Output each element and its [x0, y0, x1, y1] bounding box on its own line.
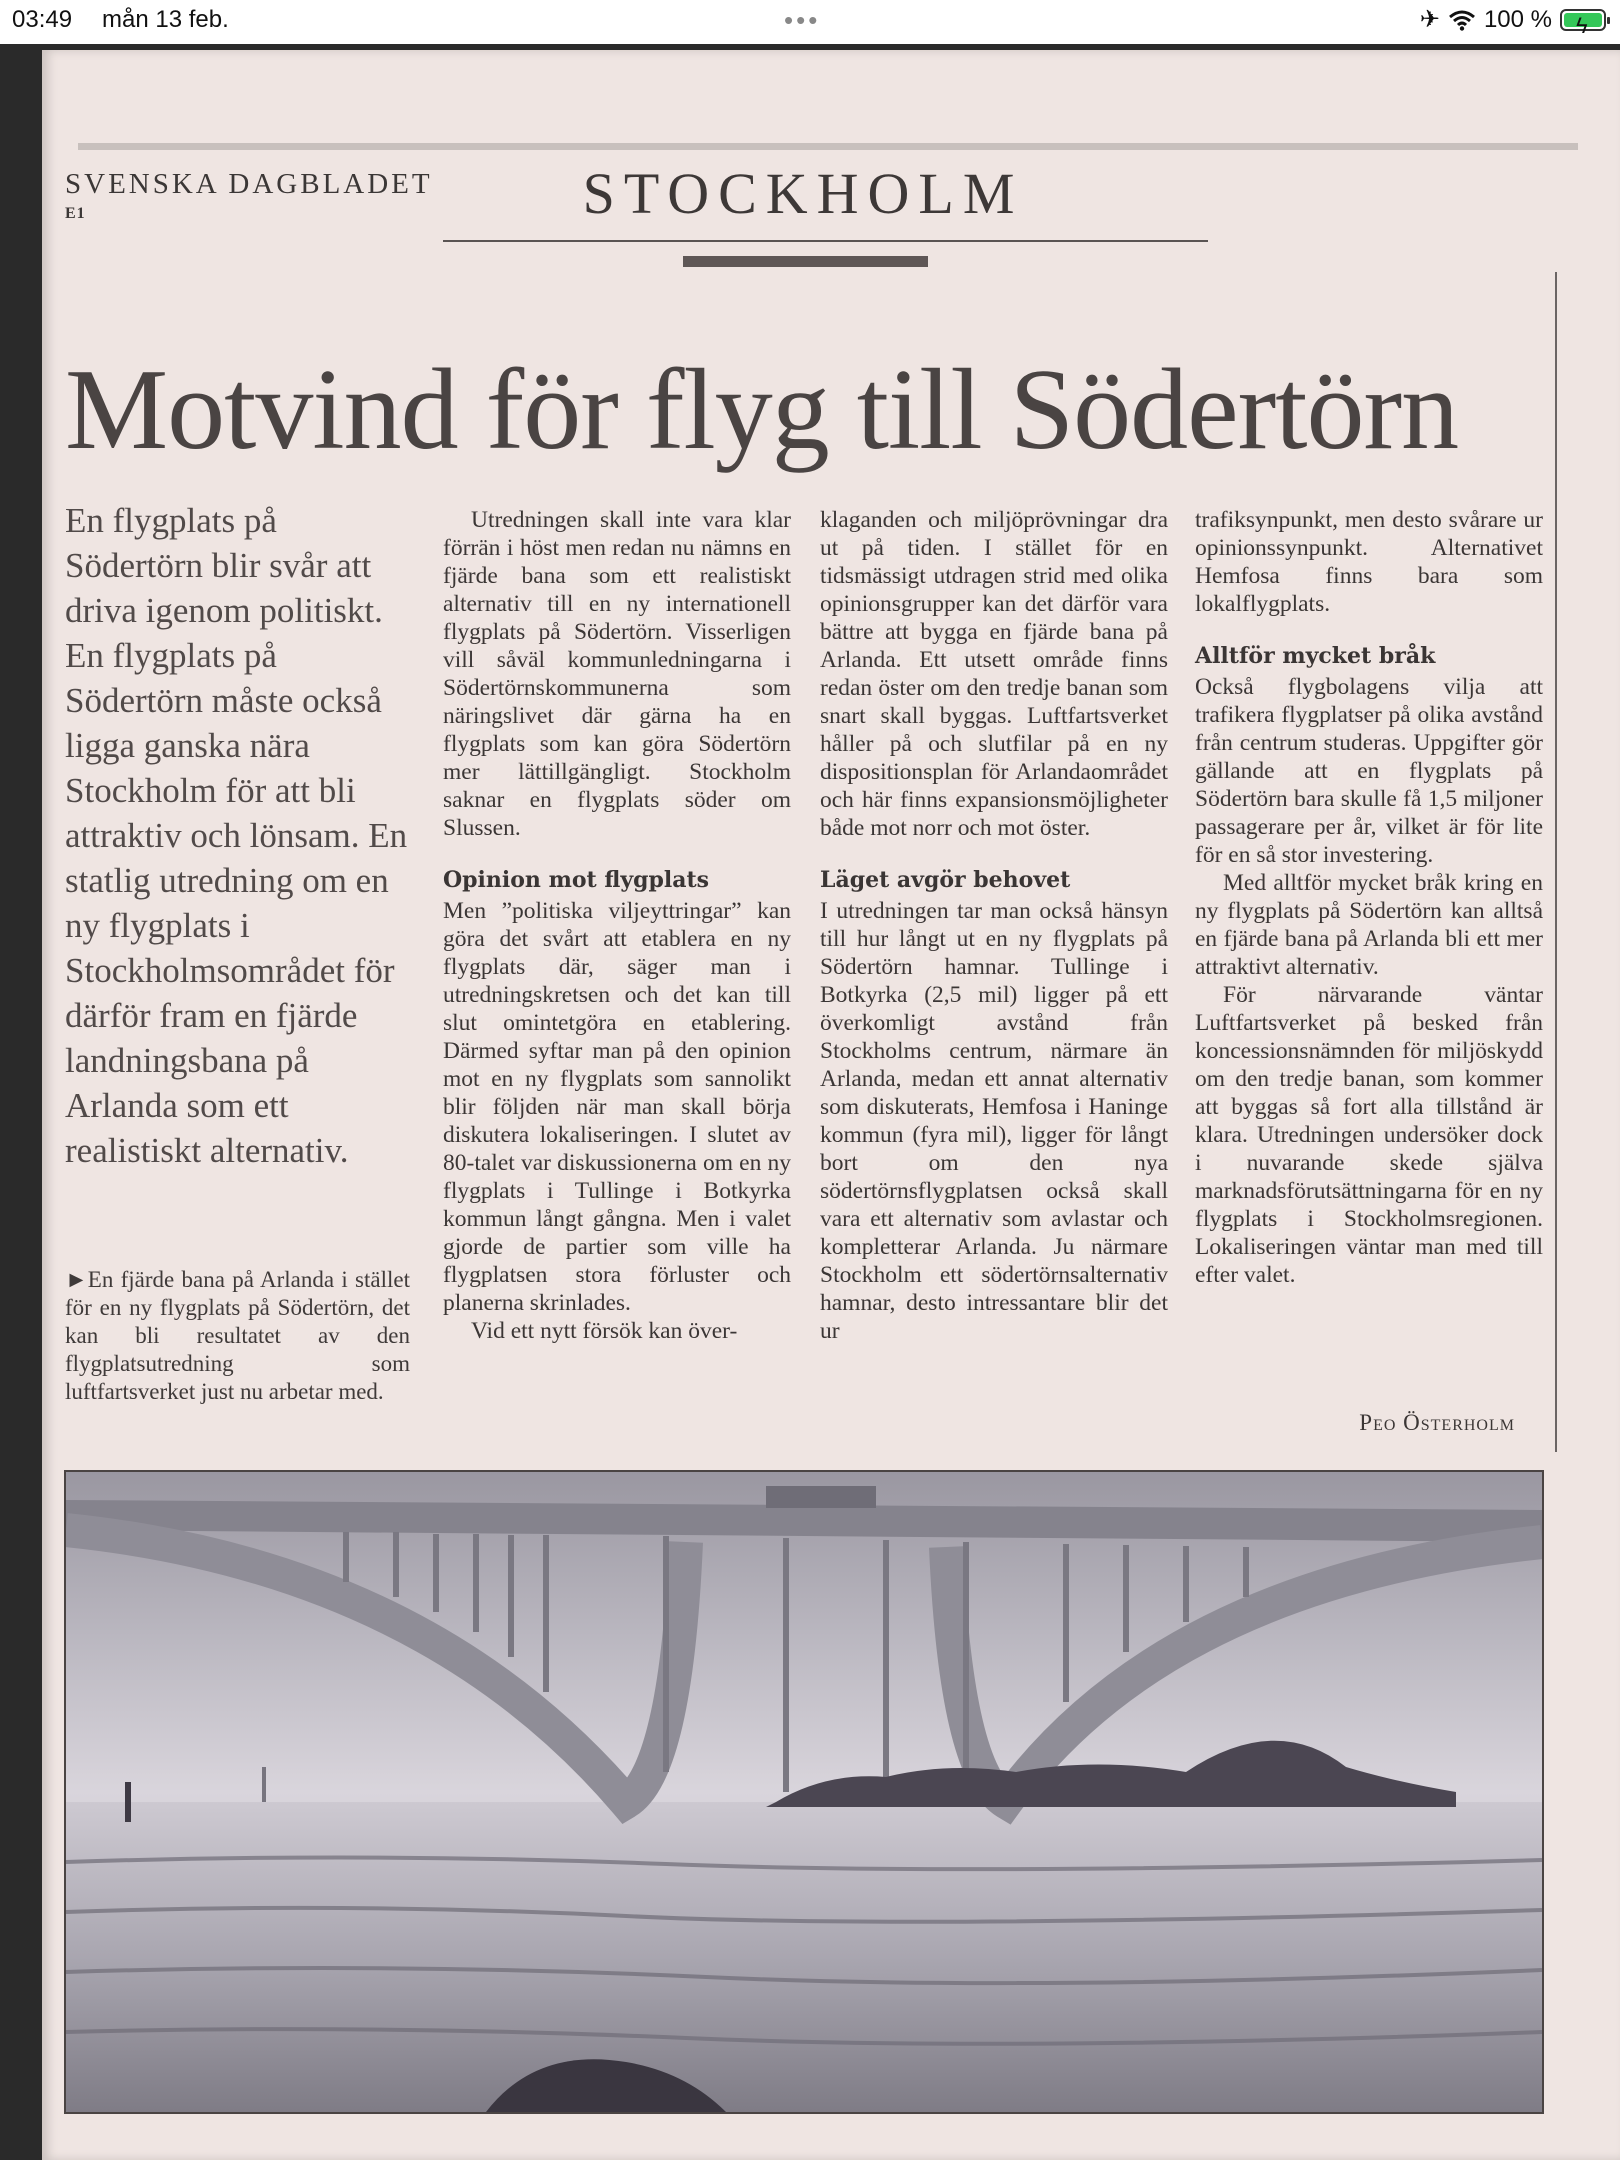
newspaper-name: SVENSKA DAGBLADET [65, 168, 433, 200]
section-rule [443, 240, 1208, 242]
top-rule [78, 143, 1578, 150]
paragraph: Men ”politiska viljeyttringar” kan göra det svårt att etablera en ny flygplats där, säger man i utredningskretsen och det kan till slut omintetgöra en etablering. Därmed syftar man på den opinion mot en ny flygplats som sannolikt blir följden när man skall börja diskutera lokaliseringen. I slutet av 80-talet var diskussionerna om en ny flygplats i Tullinge i Botkyrka kommun långt gångna. Men i valet gjorde de partier som ville ha flygplatsen stora förluster och planerna skrinlades. [443, 898, 791, 1316]
paragraph: trafiksynpunkt, men desto svårare ur opinionssynpunkt. Alternativet Hemfosa finns bara som lokalflygplats. [1195, 507, 1543, 617]
byline: Peo Österholm [1359, 1410, 1515, 1435]
page-reference: E1 [65, 205, 86, 222]
article-column-2 [820, 506, 1168, 1345]
multitasking-dots-icon[interactable]: ••• [784, 5, 821, 35]
subheading: Opinion mot flygplats [443, 867, 710, 893]
section-bar [683, 256, 928, 267]
bridge-photo [64, 1470, 1544, 2114]
status-indicators [1420, 0, 1606, 40]
paragraph: Utredningen skall inte vara klar förrän i höst men redan nu nämns en fjärde bana som ett realistiskt alternativ till en ny internationell flygplats på Södertörn. Visserligen vill såväl kommunledningarna i Södertörnskommunerna som näringslivet där gärna ha en flygplats som kan göra Södertörn mer lättillgängligt. Stockholm saknar en flygplats söder om Slussen. [443, 507, 791, 841]
status-date: mån 13 feb. [102, 6, 229, 33]
article-column-3 [1195, 506, 1543, 1289]
photo-caption: ►En fjärde bana på Arlanda i stället för en ny flygplats på Södertörn, det kan bli resultatet av den flygplatsutredning som luftfartsverket just nu arbetar med. [65, 1267, 410, 1404]
section-heading: STOCKHOLM [582, 161, 1024, 226]
headline: Motvind för flyg till Södertörn [65, 346, 1459, 474]
airplane-icon: ✈ [1419, 6, 1440, 33]
bridge-illustration [66, 1472, 1542, 2112]
paragraph: För närvarande väntar Luftfartsverket på besked från koncessionsnämnden för miljöskydd om den tredje banan, som kommer att byggas så fort alla tillstånd är klara. Utredningen undersöker dock i nuvarande skede själva marknadsförutsättningarna för en ny flygplats i Stockholmsregionen. Lokaliseringen väntar man med till efter valet. [1195, 982, 1543, 1288]
battery-icon [1560, 9, 1606, 38]
article-ingress: En flygplats på Södertörn blir svår att driva igenom politiskt. En flygplats på Södertörn måste också ligga ganska nära Stockholm för att bli attraktiv och lönsam. En statlig utredning om en ny flygplats i Stockholmsområdet för därför fram en fjärde landningsbana på Arlanda som ett realistiskt alternativ. [65, 501, 408, 1170]
wifi-icon [1448, 9, 1476, 31]
paragraph: Med alltför mycket bråk kring en ny flygplats på Södertörn kan alltså en fjärde bana på Arlanda bli ett mer attraktivt alternativ. [1195, 870, 1543, 980]
status-time: 03:49 [12, 6, 73, 33]
paragraph: I utredningen tar man också hänsyn till hur långt ut en ny flygplats på Södertörn hamnar. Tullinge i Botkyrka (2,5 mil) ligger på ett överkomligt avstånd från Stockholms centrum, närmare än Arlanda, medan ett annat alternativ som diskuterats, Hemfosa i Haninge kommun (fyra mil), ligger för långt bort om den nya södertörnsflygplatsen också skall vara ett alternativ som avlastar och kompletterar Arlanda. Ju närmare Stockholm ett södertörnsalternativ hamnar, desto intressantare blir det ur [820, 898, 1168, 1344]
subheading: Alltför mycket bråk [1195, 643, 1436, 669]
paragraph: Vid ett nytt försök kan över- [471, 1318, 738, 1344]
status-bar [0, 0, 1620, 44]
charging-bolt-icon: ϟ [1576, 13, 1588, 38]
battery-percent: 100 % [1483, 6, 1552, 33]
paragraph: Också flygbolagens vilja att trafikera flygplatser på olika avstånd från centrum studeras. Uppgifter gör gällande att en flygplats på Södertörn bara skulle få 1,5 miljoner passagerare per år, vilket är för lite för en så stor investering. [1195, 674, 1543, 868]
paragraph: klaganden och miljöprövningar dra ut på tiden. I stället för en tidsmässigt utdragen strid med olika opinionsgrupper kan det därför vara bättre att bygga en fjärde bana på Arlanda. Ett utsett område finns redan öster om den tredje banan som snart skall byggas. Luftfartsverket håller på och slutfilar på en ny dispositionsplan för Arlandaområdet och här finns expansionsmöjligheter både mot norr och mot öster. [820, 507, 1168, 841]
subheading: Läget avgör behovet [820, 867, 1071, 893]
article-column-1 [443, 506, 791, 1345]
